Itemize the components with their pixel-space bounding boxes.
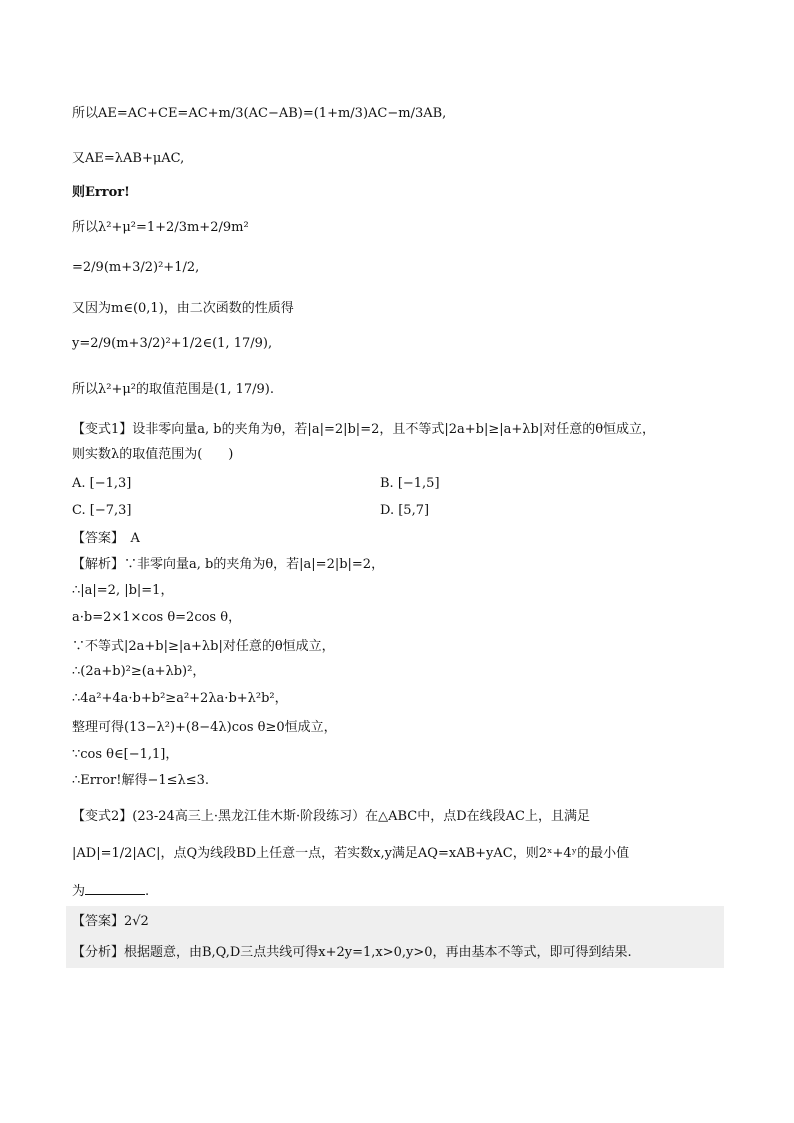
fill-suffix: .: [145, 884, 150, 899]
analysis-line-5: ∴(2a+b)²≥(a+λb)²，: [72, 664, 206, 679]
variant2-fill-line: [72, 882, 149, 900]
text-line-1: 所以AE=AC+CE=AC+m/3(AC−AB)=(1+m/3)AC−m/3AB,: [72, 106, 447, 121]
fill-prefix: 为: [72, 884, 86, 899]
analysis-line-2: ∴|a|=2, |b|=1，: [72, 583, 174, 598]
variant2-answer: 【答案】2√2: [72, 914, 149, 929]
variant1-analysis: 【解析】∵非零向量a, b的夹角为θ，若|a|=2|b|=2，: [72, 557, 385, 572]
analysis-line-8: ∵cos θ∈[−1,1]，: [72, 747, 179, 762]
analysis-line-7: 整理可得(13−λ²)+(8−4λ)cos θ≥0恒成立，: [72, 720, 337, 735]
variant1-question: 【变式1】设非零向量a, b的夹角为θ，若|a|=2|b|=2，且不等式|2a+b|≥|a+λb|对任意的θ恒成立，: [72, 422, 656, 437]
text-line-6: 又因为m∈(0,1)，由二次函数的性质得: [72, 301, 294, 316]
option-a: A. [−1,3]: [72, 476, 132, 491]
option-c: C. [−7,3]: [72, 503, 132, 518]
text-line-8: 所以λ²+μ²的取值范围是(1, 17/9).: [72, 382, 275, 397]
analysis-line-3: a·b=2×1×cos θ=2cos θ，: [72, 610, 242, 625]
analysis-line-9: ∴Error!解得−1≤λ≤3.: [72, 773, 210, 788]
option-d: D. [5,7]: [380, 503, 430, 518]
options-row-1: [72, 476, 440, 492]
variant2-analysis: 【分析】根据题意，由B,Q,D三点共线可得x+2y=1,x>0,y>0，再由基本不等式，即可得到结果.: [72, 945, 632, 960]
answer-blank: [85, 882, 145, 895]
text-line-3: 则Error!: [72, 185, 130, 200]
variant2-question: 【变式2】(23-24高三上·黑龙江佳木斯·阶段练习）在△ABC中，点D在线段AC上，且满足: [72, 809, 590, 824]
variant1-answer: 【答案】 A: [72, 531, 140, 546]
analysis-line-6: ∴4a²+4a·b+b²≥a²+2λa·b+λ²b²，: [72, 691, 288, 706]
text-line-5: =2/9(m+3/2)²+1/2,: [72, 260, 200, 275]
variant2-question-cont: |AD|=1/2|AC|，点Q为线段BD上任意一点，若实数x,y满足AQ=xAB+yAC，则2ˣ+4ʸ的最小值: [72, 846, 630, 861]
analysis-line-4: ∵不等式|2a+b|≥|a+λb|对任意的θ恒成立，: [72, 639, 335, 654]
options-row-2: [72, 503, 430, 519]
text-line-7: y=2/9(m+3/2)²+1/2∈(1, 17/9),: [72, 336, 273, 351]
option-b: B. [−1,5]: [380, 476, 440, 491]
text-line-4: 所以λ²+μ²=1+2/3m+2/9m²: [72, 220, 249, 235]
variant1-question-cont: 则实数λ的取值范围为( ): [72, 447, 234, 462]
text-line-2: 又AE=λAB+μAC,: [72, 151, 185, 166]
